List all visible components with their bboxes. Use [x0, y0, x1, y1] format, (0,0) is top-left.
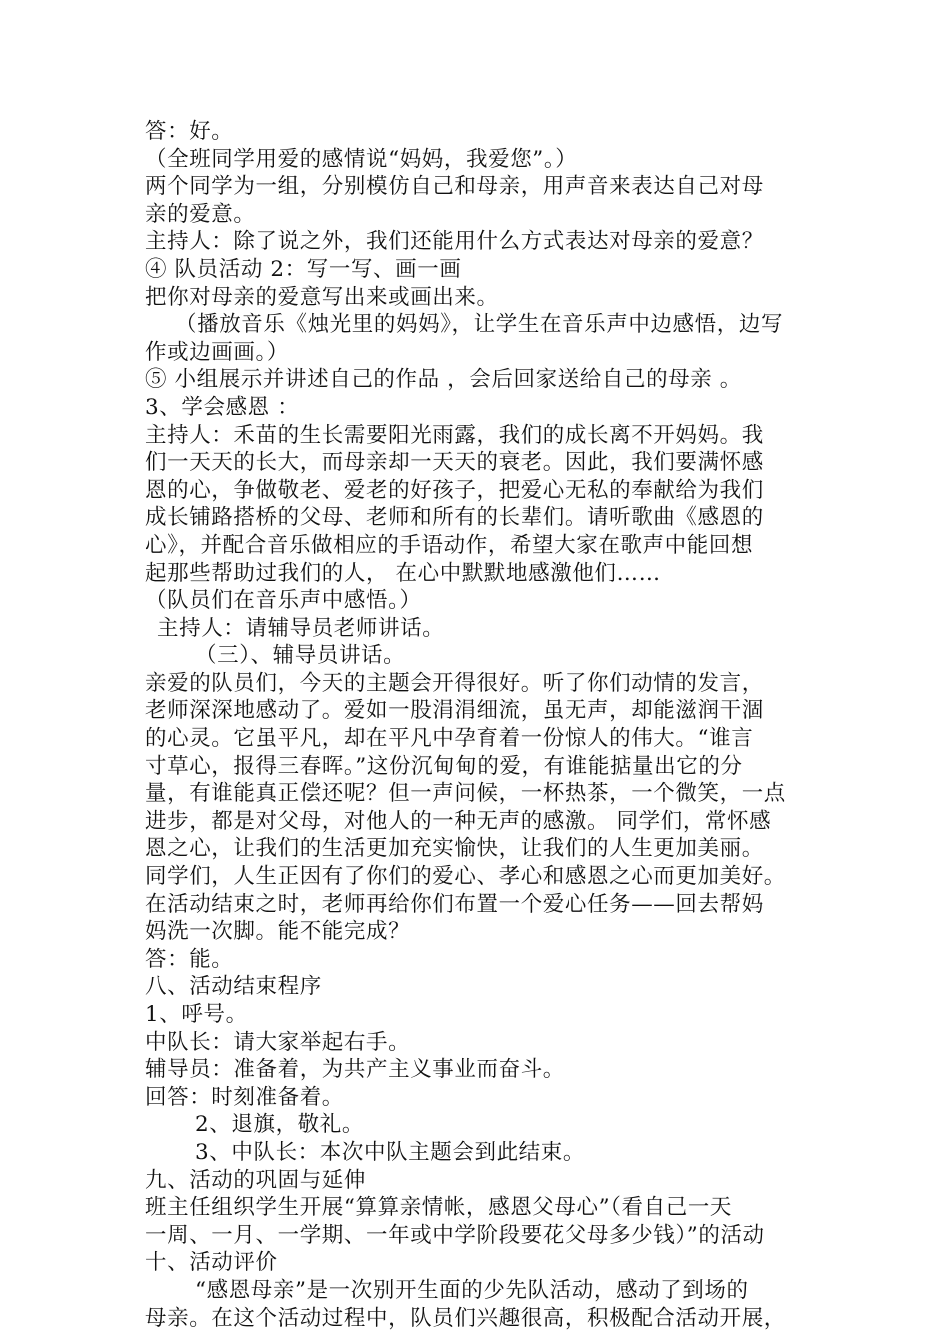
- text-line: 十、活动评价: [145, 1250, 278, 1276]
- text-line: 中队长：请大家举起右手。: [145, 1029, 411, 1055]
- text-line: 妈洗一次脚。能不能完成？: [145, 919, 411, 945]
- text-line: 的心灵。它虽平凡，却在平凡中孕育着一份惊人的伟大。“谁言: [145, 726, 754, 752]
- text-line: 寸草心，报得三春晖。”这份沉甸甸的爱，有谁能掂量出它的分: [145, 753, 743, 779]
- text-line: 辅导员：准备着，为共产主义事业而奋斗。: [145, 1057, 565, 1083]
- text-line: 2、退旗，敬礼。: [195, 1112, 364, 1138]
- text-line: （队员们在音乐声中感悟。）: [145, 588, 422, 614]
- text-line: ⑤ 小组展示并讲述自己的作品 ，会后回家送给自己的母亲 。: [145, 367, 742, 393]
- text-line: 主持人：禾苗的生长需要阳光雨露，我们的成长离不开妈妈。我: [145, 422, 764, 448]
- text-line: 恩之心，让我们的生活更加充实愉快，让我们的人生更加美丽。: [145, 836, 764, 862]
- text-line: 主持人：请辅导员老师讲话。: [157, 615, 445, 641]
- text-line: 量，有谁能真正偿还呢？但一声问候，一杯热茶，一个微笑，一点: [145, 781, 786, 807]
- text-line: 九、活动的巩固与延伸: [145, 1167, 367, 1193]
- text-line: 同学们，人生正因有了你们的爱心、孝心和感恩之心而更加美好。: [145, 864, 786, 890]
- text-line: 把你对母亲的爱意写出来或画出来。: [145, 284, 499, 310]
- text-line: 回答：时刻准备着。: [145, 1084, 344, 1110]
- text-line: 八、活动结束程序: [145, 974, 322, 1000]
- text-line: 亲爱的队员们，今天的主题会开得很好。听了你们动情的发言，: [145, 670, 764, 696]
- text-line: 3、学会感恩 ：: [145, 394, 300, 420]
- text-line: （播放音乐《烛光里的妈妈》，让学生在音乐声中边感悟，边写: [175, 312, 784, 338]
- text-line: “感恩母亲”是一次别开生面的少先队活动，感动了到场的: [195, 1277, 749, 1303]
- text-line: 们一天天的长大，而母亲却一天天的衰老。因此，我们要满怀感: [145, 450, 764, 476]
- text-line: 在活动结束之时，老师再给你们布置一个爱心任务——回去帮妈: [145, 891, 764, 917]
- text-line: （全班同学用爱的感情说“妈妈，我爱您”。）: [145, 146, 578, 172]
- text-line: 成长铺路搭桥的父母、老师和所有的长辈们。请听歌曲《感恩的: [145, 505, 764, 531]
- text-line: 答：能。: [145, 946, 234, 972]
- text-line: 主持人：除了说之外，我们还能用什么方式表达对母亲的爱意？: [145, 229, 764, 255]
- text-line: 恩的心，争做敬老、爱老的好孩子，把爱心无私的奉献给为我们: [145, 477, 764, 503]
- text-line: 进步，都是对父母，对他人的一种无声的感激。 同学们，常怀感: [145, 808, 772, 834]
- text-line: 1、呼号。: [145, 1002, 248, 1027]
- text-line: 心》，并配合音乐做相应的手语动作，希望大家在歌声中能回想: [145, 532, 754, 558]
- text-line: 两个同学为一组，分别模仿自己和母亲，用声音来表达自己对母: [145, 174, 764, 200]
- text-line: 作或边画画。）: [145, 339, 289, 365]
- text-line: （三）、辅导员讲话。: [195, 643, 406, 669]
- text-line: 3、中队长：本次中队主题会到此结束。: [195, 1139, 585, 1165]
- text-line: 亲的爱意。: [145, 201, 256, 227]
- text-line: 一周、一月、一学期、一年或中学阶段要花父母多少钱）”的活动: [145, 1222, 765, 1248]
- text-line: 起那些帮助过我们的人， 在心中默默地感激他们……: [145, 560, 661, 586]
- document-page: [145, 118, 815, 1332]
- text-line: 班主任组织学生开展“算算亲情帐，感恩父母心”（看自己一天: [145, 1195, 733, 1221]
- text-line: ④ 队员活动 2：写一写、画一画: [145, 256, 462, 282]
- text-line: 答：好。: [145, 119, 234, 144]
- text-line: 老师深深地感动了。爱如一股涓涓细流，虽无声，却能滋润干涸: [145, 698, 764, 724]
- text-line: 母亲。在这个活动过程中，队员们兴趣很高，积极配合活动开展，: [145, 1305, 786, 1331]
